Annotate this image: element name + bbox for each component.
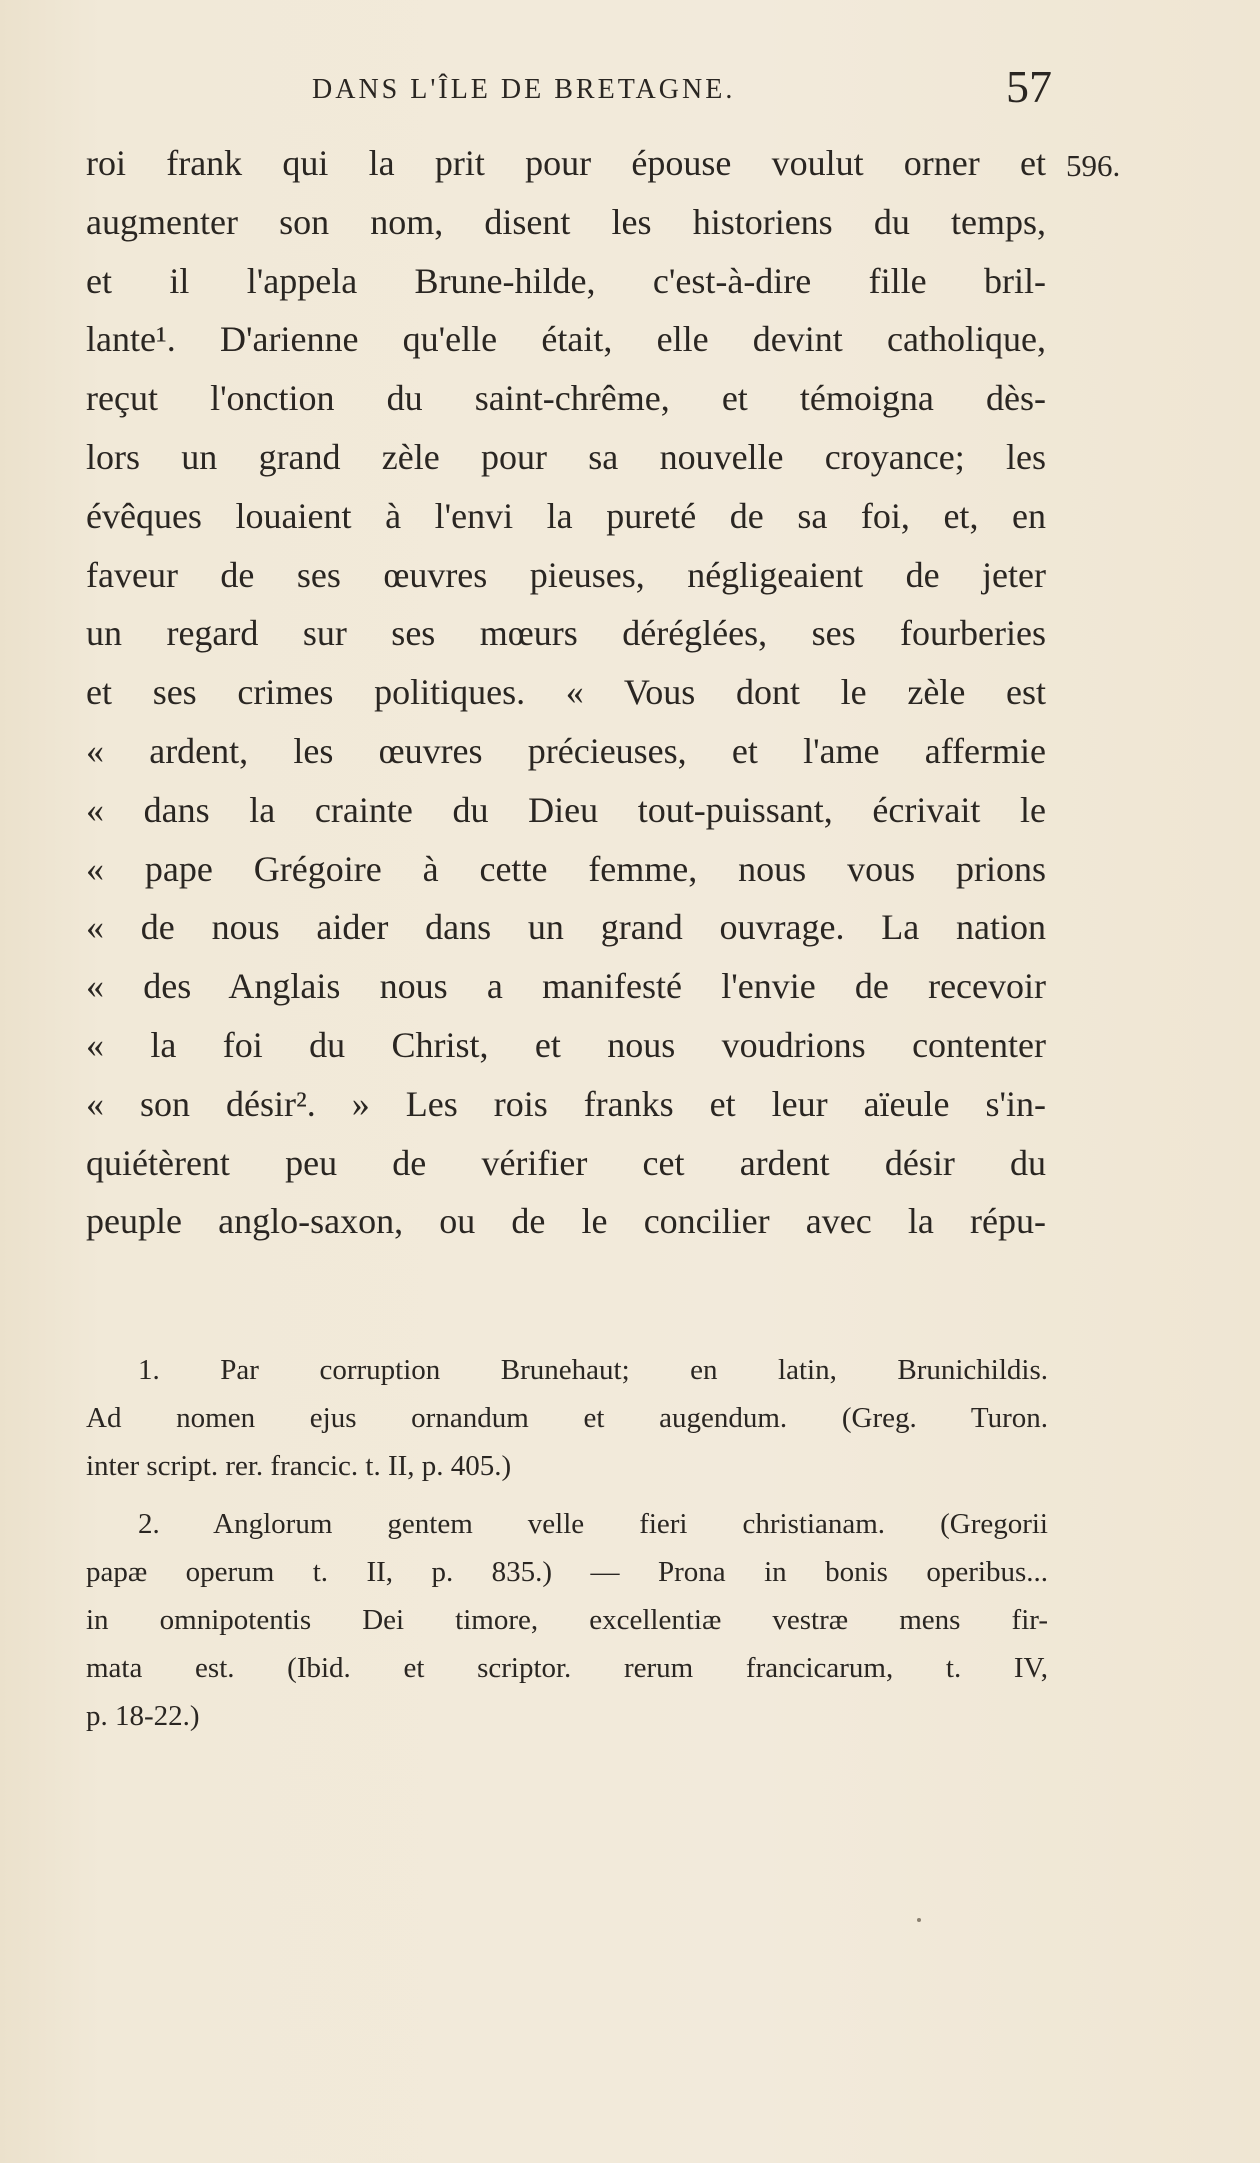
footnote-line: Ad nomen ejus ornandum et augendum. (Greg. Turon.: [86, 1402, 1048, 1434]
body-line: et ses crimes politiques. « Vous dont le zèle est: [86, 672, 1046, 713]
body-line: « son désir². » Les rois franks et leur aïeule s'in-: [86, 1083, 1046, 1124]
body-line: augmenter son nom, disent les historiens du temps,: [86, 201, 1046, 242]
body-line: quiétèrent peu de vérifier cet ardent désir du: [86, 1142, 1046, 1183]
page-number: 57: [1006, 61, 1052, 112]
body-line: lante¹. D'arienne qu'elle était, elle devint catholique,: [86, 319, 1046, 360]
footnote-line: 2. Anglorum gentem velle fieri christianam. (Gregorii: [138, 1508, 1048, 1540]
body-line: évêques louaient à l'envi la pureté de sa foi, et, en: [86, 495, 1046, 536]
body-line: « ardent, les œuvres précieuses, et l'ame affermie: [86, 730, 1046, 771]
body-line: lors un grand zèle pour sa nouvelle croyance; les: [86, 436, 1046, 477]
body-line: un regard sur ses mœurs déréglées, ses fourberies: [86, 613, 1046, 654]
footnote-line: inter script. rer. francic. t. II, p. 405.): [86, 1450, 512, 1482]
running-head: DANS L'ÎLE DE BRETAGNE.: [312, 74, 736, 105]
page-header: [312, 61, 1052, 126]
body-line: reçut l'onction du saint-chrême, et témoigna dès-: [86, 378, 1046, 419]
body-line: « la foi du Christ, et nous voudrions contenter: [86, 1024, 1046, 1065]
footnote-line: papæ operum t. II, p. 835.) — Prona in bonis operibus...: [86, 1556, 1048, 1588]
body-line: faveur de ses œuvres pieuses, négligeaient de jeter: [86, 554, 1046, 595]
paper-speck: [917, 1918, 921, 1922]
margin-date: 596.: [1066, 148, 1121, 183]
body-line: peuple anglo-saxon, ou de le concilier avec la répu-: [86, 1201, 1046, 1242]
body-line: « dans la crainte du Dieu tout-puissant, écrivait le: [86, 789, 1046, 830]
footnote-2: [86, 1500, 1048, 1740]
footnote-line: mata est. (Ibid. et scriptor. rerum francicarum, t. IV,: [86, 1652, 1048, 1684]
body-line: roi frank qui la prit pour épouse voulut orner et: [86, 143, 1046, 183]
body-line: et il l'appela Brune-hilde, c'est-à-dire fille bril-: [86, 260, 1046, 301]
body-line: « des Anglais nous a manifesté l'envie de recevoir: [86, 966, 1046, 1007]
footnote-1: [86, 1346, 1048, 1490]
body-line: « de nous aider dans un grand ouvrage. La nation: [86, 907, 1046, 948]
footnote-line: p. 18-22.): [86, 1700, 200, 1732]
footnotes: [86, 1346, 1048, 1740]
footnote-line: 1. Par corruption Brunehaut; en latin, Brunichildis.: [138, 1354, 1048, 1386]
footnote-line: in omnipotentis Dei timore, excellentiæ vestræ mens fir-: [86, 1604, 1048, 1636]
body-text: [86, 134, 1046, 1251]
body-line: « pape Grégoire à cette femme, nous vous prions: [86, 848, 1046, 889]
